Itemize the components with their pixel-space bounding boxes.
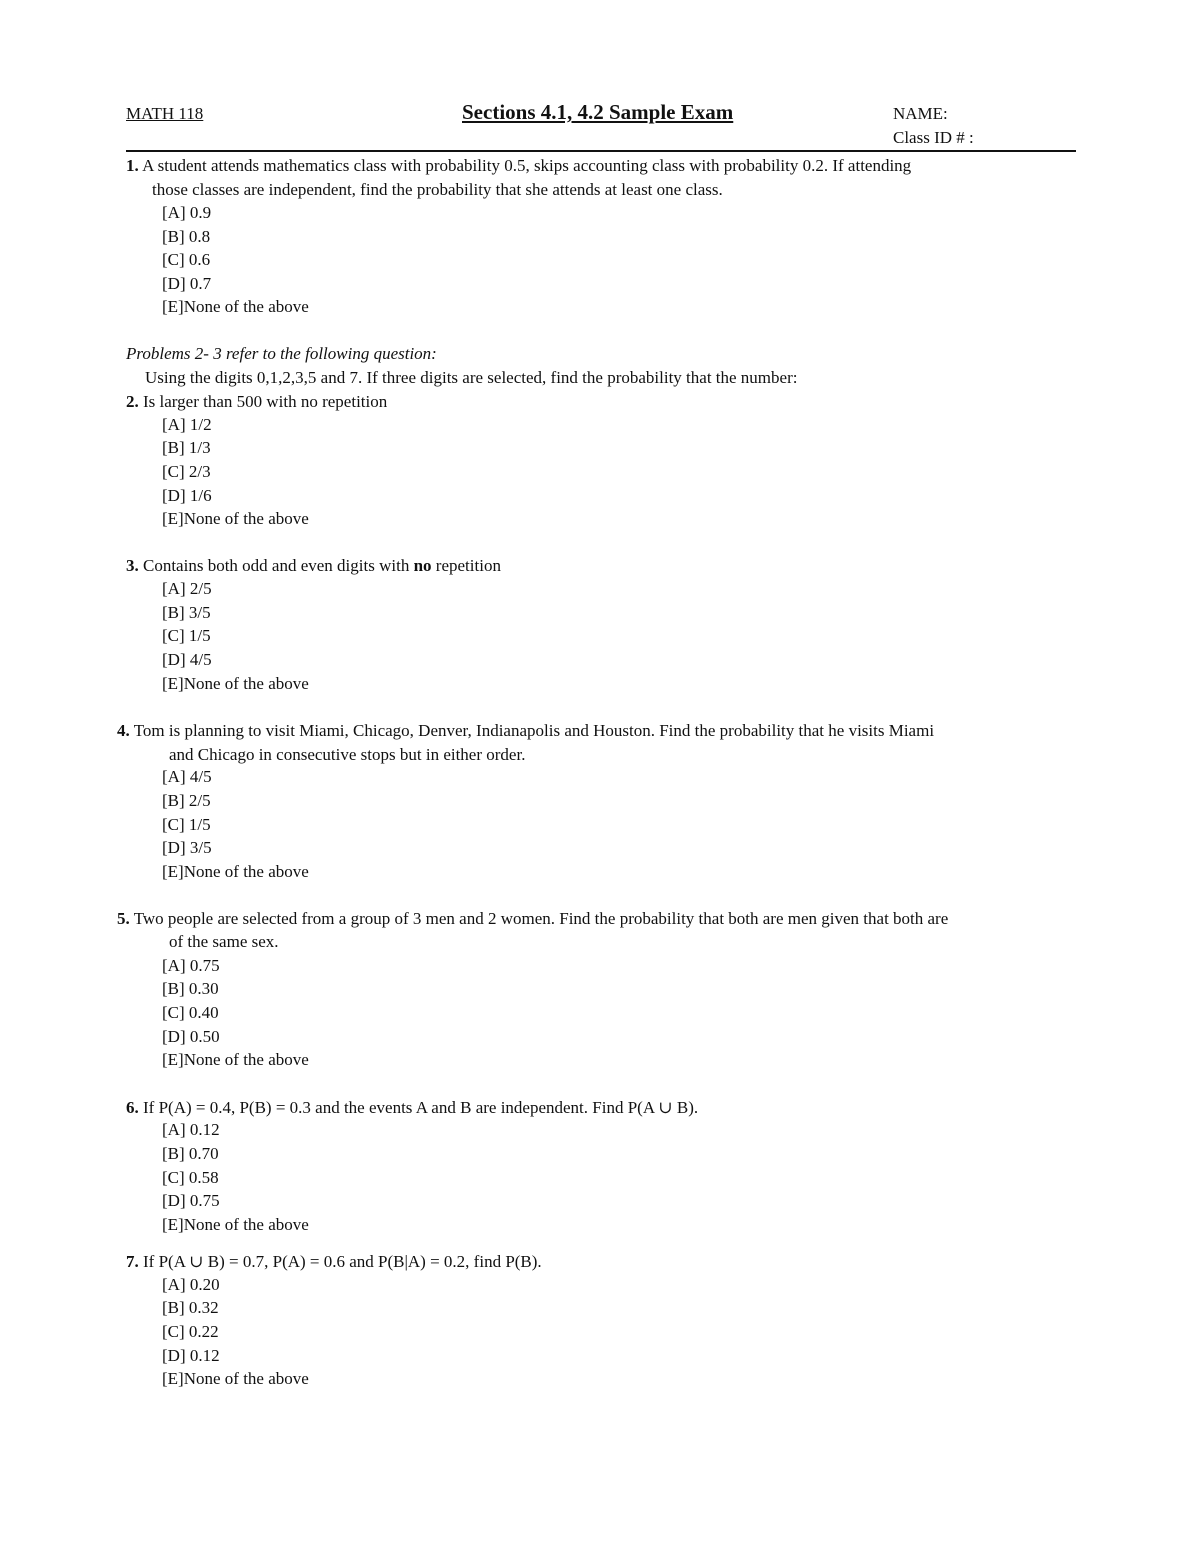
question-2-number: 2. <box>126 392 139 411</box>
name-label: NAME: <box>893 104 948 123</box>
question-6-option-a: [A] 0.12 <box>162 1120 220 1139</box>
question-5-line-1 <box>117 908 948 930</box>
question-4-option-e: [E]None of the above <box>162 862 309 881</box>
question-3-option-b: [B] 3/5 <box>162 603 211 622</box>
question-3-text: Contains both odd and even digits with <box>138 556 414 575</box>
question-2-option-c: [C] 2/3 <box>162 462 211 481</box>
question-5-option-c: [C] 0.40 <box>162 1003 219 1022</box>
question-4-option-d: [D] 3/5 <box>162 838 212 857</box>
question-6-text: If P(A) = 0.4, P(B) = 0.3 and the events A and B are independent. Find P(A ∪ B). <box>138 1098 699 1117</box>
question-4-number: 4. <box>117 721 130 740</box>
question-2-line-1 <box>126 391 387 413</box>
question-1-option-c: [C] 0.6 <box>162 250 211 269</box>
question-1-line-1 <box>126 155 911 177</box>
question-4-option-b: [B] 2/5 <box>162 791 211 810</box>
question-7-line-1 <box>126 1251 542 1273</box>
question-3-option-d: [D] 4/5 <box>162 650 212 669</box>
question-6-line-1 <box>126 1097 698 1119</box>
question-3-option-a: [A] 2/5 <box>162 579 212 598</box>
question-1-line-2: those classes are independent, find the probability that she attends at least one class. <box>152 180 723 199</box>
question-7-option-c: [C] 0.22 <box>162 1322 219 1341</box>
class-id-label: Class ID # : <box>893 128 974 147</box>
question-7-number: 7. <box>126 1252 139 1271</box>
question-1-option-e: [E]None of the above <box>162 297 309 316</box>
question-7-option-b: [B] 0.32 <box>162 1298 219 1317</box>
question-5-text: Two people are selected from a group of 3 men and 2 women. Find the probability that both are men given that both are <box>129 909 949 928</box>
question-1-option-a: [A] 0.9 <box>162 203 212 222</box>
course-code: MATH 118 <box>126 104 204 123</box>
header-divider <box>126 150 1076 152</box>
group-note-heading: Problems 2- 3 refer to the following question: <box>126 344 437 363</box>
question-3-text-end: repetition <box>431 556 501 575</box>
question-5-number: 5. <box>117 909 130 928</box>
question-4-text: Tom is planning to visit Miami, Chicago, Denver, Indianapolis and Houston. Find the probability that he visits Miami <box>129 721 935 740</box>
question-5-option-d: [D] 0.50 <box>162 1027 220 1046</box>
question-3-line-1 <box>126 555 501 577</box>
group-note-text: Using the digits 0,1,2,3,5 and 7. If three digits are selected, find the probability that the number: <box>145 368 798 387</box>
question-1-option-d: [D] 0.7 <box>162 274 212 293</box>
question-4-option-a: [A] 4/5 <box>162 767 212 786</box>
exam-header <box>126 100 1076 152</box>
question-1-option-b: [B] 0.8 <box>162 227 211 246</box>
question-5-line-2: of the same sex. <box>169 932 279 951</box>
question-6-number: 6. <box>126 1098 139 1117</box>
question-1-text: A student attends mathematics class with probability 0.5, skips accounting class with probability 0.2. If attending <box>142 156 912 175</box>
question-3-number: 3. <box>126 556 139 575</box>
question-5-option-b: [B] 0.30 <box>162 979 219 998</box>
question-2-text: Is larger than 500 with no repetition <box>143 392 388 411</box>
question-6-option-c: [C] 0.58 <box>162 1168 219 1187</box>
question-7-option-a: [A] 0.20 <box>162 1275 220 1294</box>
question-2-option-b: [B] 1/3 <box>162 438 211 457</box>
question-7-text: If P(A ∪ B) = 0.7, P(A) = 0.6 and P(B|A) = 0.2, find P(B). <box>138 1252 542 1271</box>
question-2-option-a: [A] 1/2 <box>162 415 212 434</box>
question-6-option-b: [B] 0.70 <box>162 1144 219 1163</box>
question-2-option-d: [D] 1/6 <box>162 486 212 505</box>
question-1-number: 1. <box>126 156 139 175</box>
question-4-line-1 <box>117 720 934 742</box>
question-3-option-e: [E]None of the above <box>162 674 309 693</box>
question-4-line-2: and Chicago in consecutive stops but in either order. <box>169 745 526 764</box>
question-5-option-a: [A] 0.75 <box>162 956 220 975</box>
question-3-emphasis: no <box>413 556 432 575</box>
question-6-option-d: [D] 0.75 <box>162 1191 220 1210</box>
question-6-option-e: [E]None of the above <box>162 1215 309 1234</box>
question-7-option-e: [E]None of the above <box>162 1369 309 1388</box>
question-5-option-e: [E]None of the above <box>162 1050 309 1069</box>
question-7-option-d: [D] 0.12 <box>162 1346 220 1365</box>
question-4-option-c: [C] 1/5 <box>162 815 211 834</box>
exam-title: Sections 4.1, 4.2 Sample Exam <box>462 100 734 124</box>
question-3-option-c: [C] 1/5 <box>162 626 211 645</box>
question-2-option-e: [E]None of the above <box>162 509 309 528</box>
